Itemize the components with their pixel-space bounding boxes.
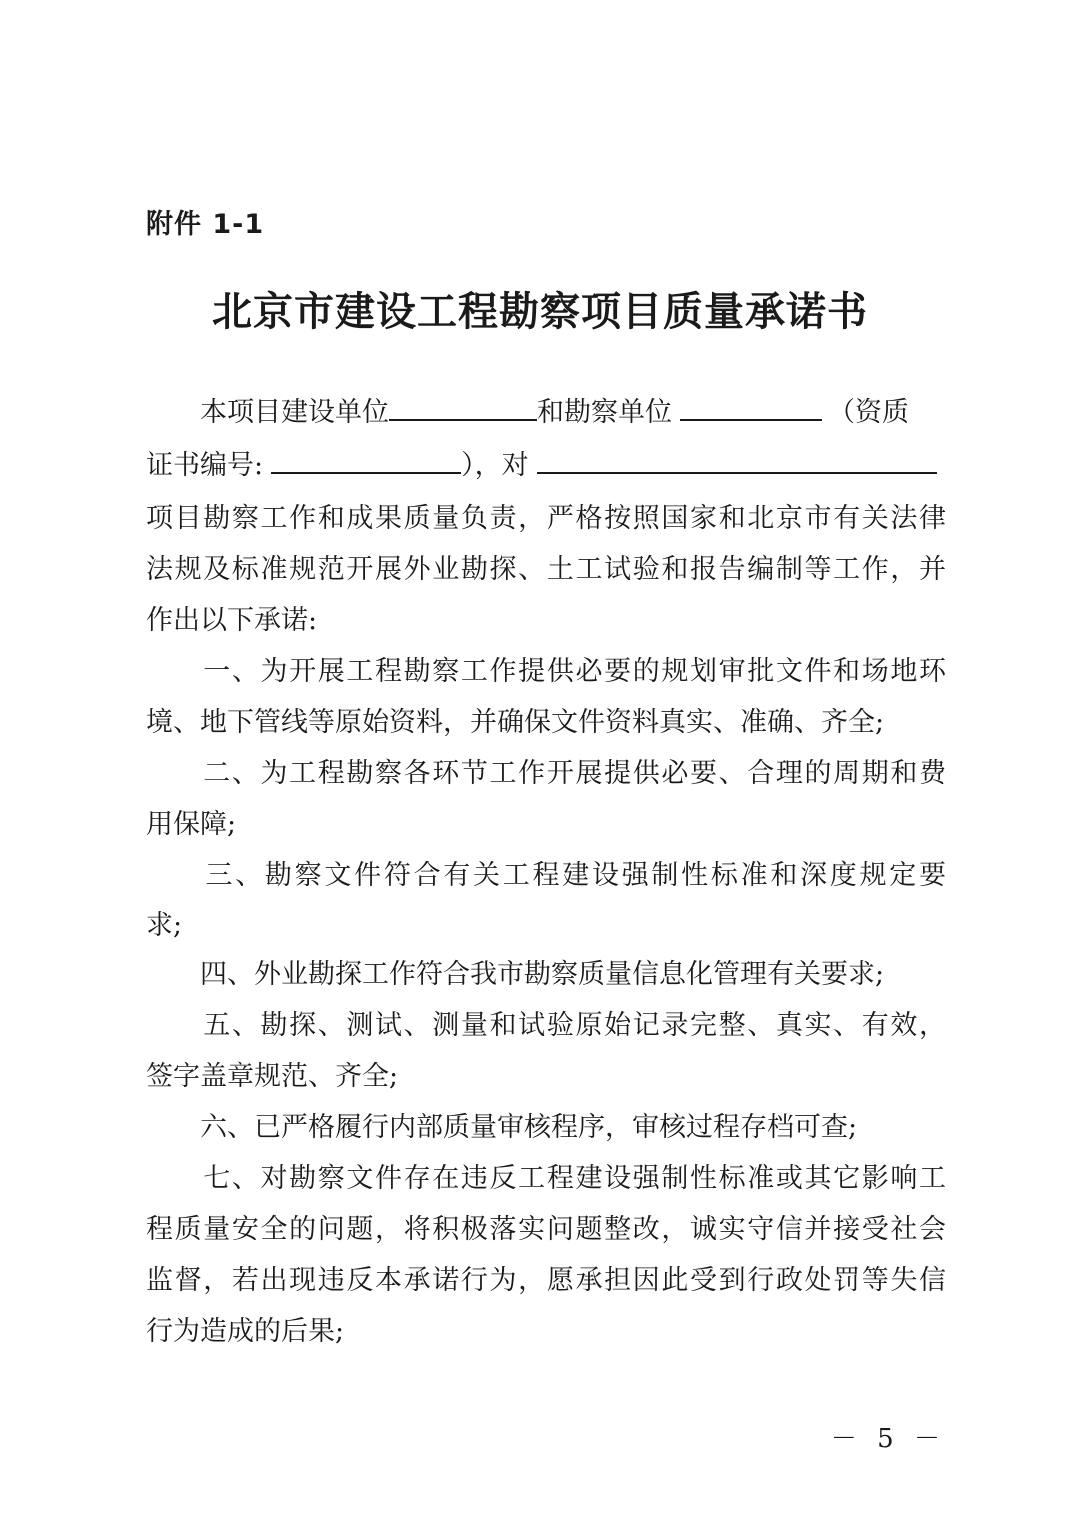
- intro-line-2: [146, 446, 946, 486]
- intro-text-qualification: （资质: [828, 397, 909, 428]
- survey-unit-blank[interactable]: [680, 393, 822, 421]
- commitment-item-1-line-2: 境、地下管线等原始资料，并确保文件资料真实、准确、齐全;: [146, 707, 885, 738]
- attachment-label: 附件 1-1: [146, 209, 265, 240]
- intro-line-3: 项目勘察工作和成果质量负责，严格按照国家和北京市有关法律: [146, 503, 946, 534]
- intro-text-construction-unit: 本项目建设单位: [146, 397, 389, 428]
- page-number: － 5 －: [830, 1424, 946, 1454]
- commitment-item-3-line-2: 求;: [146, 910, 183, 941]
- commitment-item-2-line-1: 二、为工程勘察各环节工作开展提供必要、合理的周期和费: [146, 758, 946, 789]
- commitment-item-5-line-2: 签字盖章规范、齐全;: [146, 1061, 399, 1092]
- commitment-item-7-line-3: 监督，若出现违反本承诺行为，愿承担因此受到行政处罚等失信: [146, 1265, 946, 1296]
- commitment-item-7-line-2: 程质量安全的问题，将积极落实问题整改，诚实守信并接受社会: [146, 1214, 946, 1245]
- project-name-blank[interactable]: [537, 446, 937, 474]
- commitment-item-5-line-1: 五、勘探、测试、测量和试验原始记录完整、真实、有效，: [146, 1010, 946, 1041]
- construction-unit-blank[interactable]: [389, 393, 537, 421]
- commitment-item-7-line-1: 七、对勘察文件存在违反工程建设强制性标准或其它影响工: [146, 1163, 946, 1194]
- intro-line-5: 作出以下承诺:: [146, 605, 318, 636]
- intro-line-4: 法规及标准规范开展外业勘探、土工试验和报告编制等工作，并: [146, 554, 946, 585]
- intro-text-survey-unit: 和勘察单位: [537, 397, 672, 428]
- document-title: 北京市建设工程勘察项目质量承诺书: [212, 288, 868, 335]
- intro-text-for: ），对: [461, 450, 529, 481]
- commitment-item-7-line-4: 行为造成的后果;: [146, 1316, 345, 1347]
- commitment-item-4-line-1: 四、外业勘探工作符合我市勘察质量信息化管理有关要求;: [146, 959, 885, 990]
- certificate-number-blank[interactable]: [271, 446, 461, 474]
- intro-text-certificate-number: 证书编号:: [146, 450, 264, 481]
- commitment-item-3-line-1: 三、勘察文件符合有关工程建设强制性标准和深度规定要: [146, 860, 946, 891]
- commitment-item-6-line-1: 六、已严格履行内部质量审核程序，审核过程存档可查;: [146, 1112, 858, 1143]
- commitment-item-1-line-1: 一、为开展工程勘察工作提供必要的规划审批文件和场地环: [146, 656, 946, 687]
- commitment-item-2-line-2: 用保障;: [146, 809, 237, 840]
- intro-line-1: [146, 393, 946, 433]
